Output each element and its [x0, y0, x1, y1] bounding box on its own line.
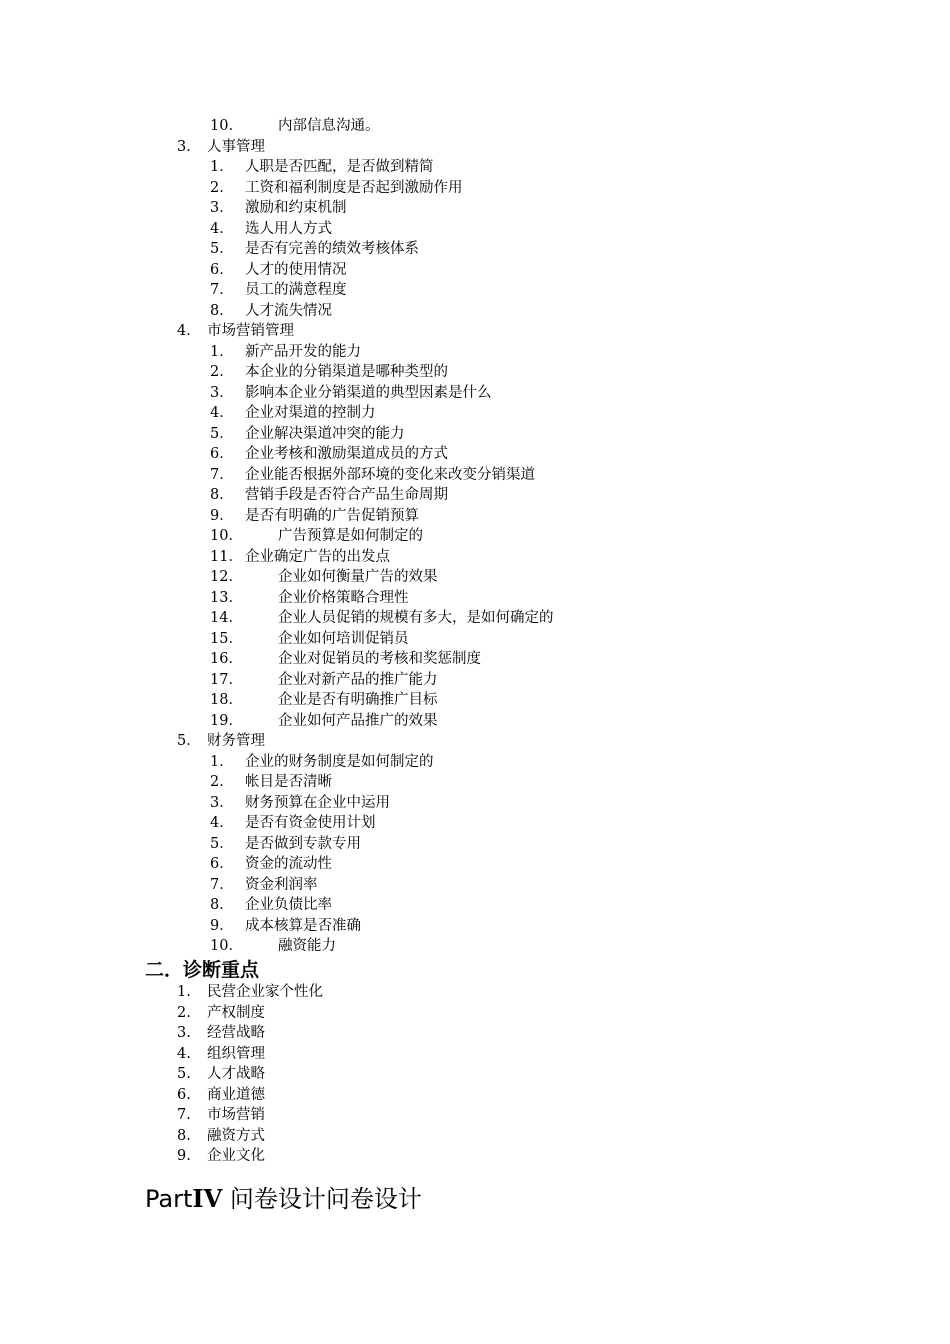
item-number: 3．	[210, 200, 234, 216]
item-text: 是否有资金使用计划	[245, 815, 376, 831]
item-text: 帐目是否清晰	[245, 774, 332, 790]
item-number: 17．	[210, 671, 243, 688]
part-heading	[145, 1183, 422, 1215]
item-number: 19．	[210, 712, 243, 729]
item-text: 融资方式	[207, 1127, 265, 1144]
item-number: 4．	[210, 815, 234, 831]
item-number: 2.	[177, 1004, 191, 1021]
item-text: 员工的满意程度	[245, 282, 347, 298]
item-number: 16．	[210, 651, 243, 667]
item-number: 7．	[210, 876, 234, 893]
item-text: 企业的财务制度是如何制定的	[245, 753, 434, 770]
item-number: 9．	[210, 917, 234, 934]
item-number: 3．	[177, 138, 201, 155]
item-number: 4．	[177, 323, 201, 339]
item-number: 18．	[210, 692, 243, 708]
item-text: 财务预算在企业中运用	[245, 794, 390, 811]
item-text: 本企业的分销渠道是哪种类型的	[245, 364, 448, 380]
item-number: 6．	[210, 856, 234, 872]
item-text: 企业如何产品推广的效果	[278, 712, 438, 729]
item-number: 8．	[210, 487, 234, 503]
item-text: 人才流失情况	[245, 302, 332, 319]
item-text: 企业确定广告的出发点	[245, 548, 390, 565]
item-text: 是否有完善的绩效考核体系	[245, 241, 419, 257]
item-number: 15．	[210, 630, 243, 647]
item-number: 10．	[210, 528, 243, 544]
item-number: 2．	[210, 774, 234, 790]
item-text: 广告预算是如何制定的	[278, 528, 423, 544]
item-text: 企业对新产品的推广能力	[278, 671, 438, 688]
item-text: 民营企业家个性化	[207, 984, 323, 1000]
item-number: 6.	[177, 1086, 191, 1103]
part-prefix: Part	[145, 1185, 193, 1213]
item-text: 人职是否匹配，是否做到精简	[245, 159, 434, 175]
item-number: 10．	[210, 938, 243, 954]
item-number: 2．	[210, 179, 234, 196]
item-text: 企业能否根据外部环境的变化来改变分销渠道	[245, 466, 535, 483]
item-text: 激励和约束机制	[245, 200, 347, 216]
item-text: 经营战略	[207, 1025, 265, 1041]
item-text: 企业对促销员的考核和奖惩制度	[278, 651, 481, 667]
item-text: 财务管理	[207, 733, 265, 749]
item-number: 9．	[210, 507, 234, 524]
item-number: 5．	[210, 425, 234, 442]
item-text: 成本核算是否准确	[245, 917, 361, 934]
item-number: 7．	[210, 282, 234, 298]
item-number: 14．	[210, 610, 243, 626]
item-text: 企业考核和激励渠道成员的方式	[245, 446, 448, 462]
item-number: 9.	[177, 1148, 191, 1164]
item-number: 3．	[210, 384, 234, 401]
item-number: 6．	[210, 261, 234, 278]
item-number: 12．	[210, 569, 243, 585]
item-text: 组织管理	[207, 1045, 265, 1062]
item-text: 商业道德	[207, 1086, 265, 1103]
part-roman-numeral: IV	[192, 1184, 223, 1213]
item-text: 企业人员促销的规模有多大，是如何确定的	[278, 610, 554, 626]
item-text: 企业文化	[207, 1148, 265, 1164]
item-number: 1．	[210, 159, 234, 175]
item-text: 内部信息沟通。	[278, 118, 380, 134]
item-text: 资金利润率	[245, 876, 318, 893]
item-number: 4．	[210, 220, 234, 237]
item-number: 7.	[177, 1107, 191, 1123]
item-text: 选人用人方式	[245, 220, 332, 237]
part-title: 问卷设计问卷设计	[222, 1185, 422, 1213]
item-text: 融资能力	[278, 938, 336, 954]
item-text: 企业解决渠道冲突的能力	[245, 425, 405, 442]
item-number: 11．	[210, 548, 243, 565]
item-number: 5．	[210, 835, 234, 852]
item-text: 市场营销管理	[207, 323, 294, 339]
item-number: 10.	[210, 118, 234, 134]
item-number: 3．	[210, 794, 234, 811]
item-text: 企业负债比率	[245, 897, 332, 913]
item-text: 人才的使用情况	[245, 261, 347, 278]
item-text: 资金的流动性	[245, 856, 332, 872]
item-number: 7．	[210, 466, 234, 483]
item-text: 新产品开发的能力	[245, 343, 361, 360]
item-number: 3.	[177, 1025, 191, 1041]
item-number: 4．	[210, 405, 234, 421]
item-text: 是否做到专款专用	[245, 835, 361, 852]
section-heading: 二．诊断重点	[145, 959, 260, 981]
item-number: 2．	[210, 364, 234, 380]
item-text: 产权制度	[207, 1004, 265, 1021]
item-text: 企业如何培训促销员	[278, 630, 409, 647]
item-number: 1.	[177, 984, 191, 1000]
item-number: 5．	[177, 733, 201, 749]
item-number: 8.	[177, 1127, 191, 1144]
item-number: 5．	[210, 241, 234, 257]
item-number: 6．	[210, 446, 234, 462]
item-text: 市场营销	[207, 1107, 265, 1123]
item-number: 5.	[177, 1066, 191, 1082]
item-text: 营销手段是否符合产品生命周期	[245, 487, 448, 503]
item-number: 1．	[210, 343, 234, 360]
item-number: 8．	[210, 897, 234, 913]
item-number: 13．	[210, 589, 243, 606]
item-text: 是否有明确的广告促销预算	[245, 507, 419, 524]
item-number: 8．	[210, 302, 234, 319]
item-text: 企业是否有明确推广目标	[278, 692, 438, 708]
item-text: 企业对渠道的控制力	[245, 405, 376, 421]
item-text: 人事管理	[207, 138, 265, 155]
item-number: 1．	[210, 753, 234, 770]
item-text: 企业价格策略合理性	[278, 589, 409, 606]
item-text: 影响本企业分销渠道的典型因素是什么	[245, 384, 492, 401]
item-number: 4.	[177, 1045, 191, 1062]
item-text: 工资和福利制度是否起到激励作用	[245, 179, 463, 196]
item-text: 企业如何衡量广告的效果	[278, 569, 438, 585]
item-text: 人才战略	[207, 1066, 265, 1082]
